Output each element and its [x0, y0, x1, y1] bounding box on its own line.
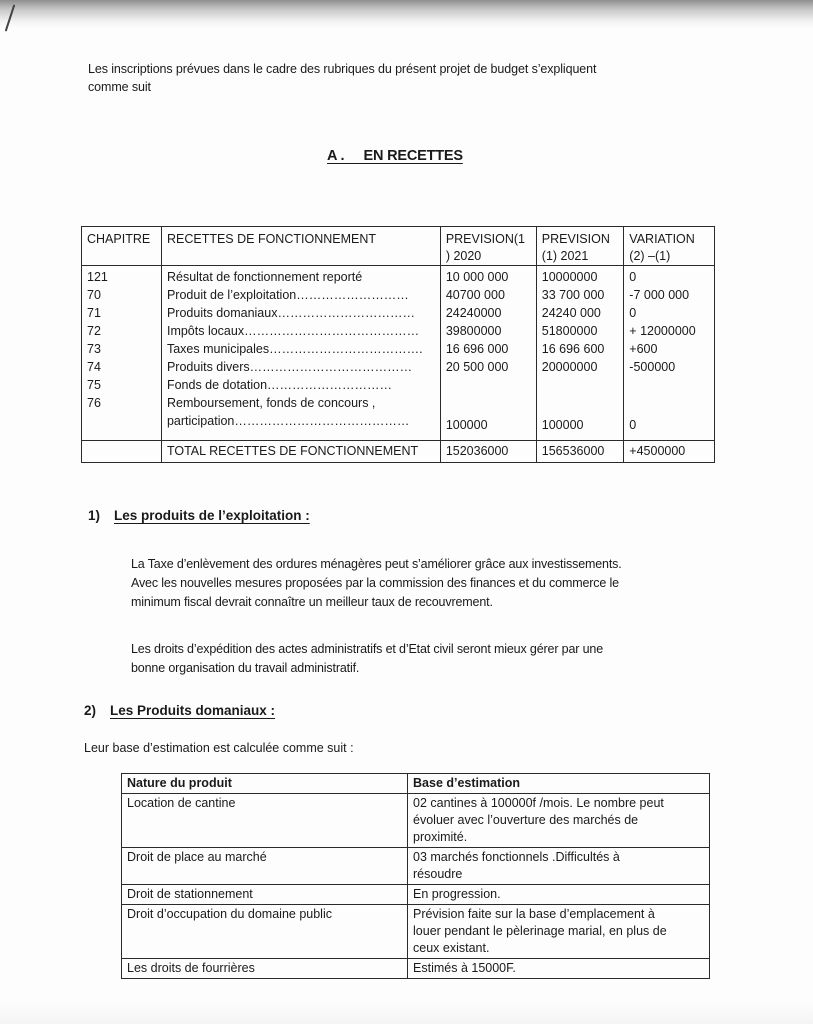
variation-cell: 0	[629, 306, 637, 320]
variation-cell: +600	[629, 342, 658, 356]
header-variation-line2: (2) –(1)	[629, 249, 671, 263]
variation-cell: 0	[629, 270, 637, 284]
recette-label: Produit de l’exploitation………………………	[166, 288, 409, 302]
header-prev2020-line2: ) 2020	[445, 249, 482, 263]
prev2020-cell: 20 500 000	[445, 360, 509, 374]
base-cell	[408, 794, 710, 848]
chapitre-cell: 71	[87, 306, 101, 320]
header-prevision-2020	[440, 227, 536, 266]
nature-cell: Droit d’occupation du domaine public	[122, 905, 408, 959]
recette-label: Produits domaniaux……………………………	[166, 306, 415, 320]
page-bottom-shade	[0, 1002, 813, 1024]
intro-paragraph	[88, 60, 688, 96]
prev2020-cell: 16 696 000	[445, 342, 509, 356]
prev2020-cell: 24240000	[445, 306, 502, 320]
prev2021-cell: 16 696 600	[541, 342, 605, 356]
chapitre-cell	[87, 412, 156, 430]
base-cell	[408, 885, 710, 905]
budget-table-total-row	[82, 441, 715, 463]
header-prevision-2021	[536, 227, 624, 266]
recette-label: participation……………………………………	[166, 414, 410, 428]
section-2-heading	[84, 703, 275, 718]
paragraph-line: La Taxe d’enlèvement des ordures ménagères peut s’améliorer grâce aux investissements.	[131, 557, 622, 571]
variation-cell: -500000	[629, 360, 676, 374]
paragraph-line: Avec les nouvelles mesures proposées par la commission des finances et du commerce le	[131, 576, 619, 590]
base-line: évoluer avec l’ouverture des marchés de	[413, 813, 639, 827]
product-row	[122, 885, 710, 905]
section-1-title: Les produits de l’exploitation :	[114, 508, 310, 523]
header-base: Base d’estimation	[408, 774, 710, 794]
variation-cell	[629, 394, 709, 412]
product-row	[122, 959, 710, 979]
recette-label: Fonds de dotation…………………………	[166, 378, 393, 392]
chapitre-cell: 70	[87, 288, 101, 302]
section-1-paragraph-2	[131, 640, 711, 678]
total-prev2020: 152036000	[440, 441, 536, 463]
intro-line-2: comme suit	[88, 80, 151, 94]
product-row	[122, 794, 710, 848]
chapitre-cell: 74	[87, 360, 101, 374]
recettes-column	[161, 266, 440, 441]
section-2-number: 2)	[84, 703, 97, 718]
nature-cell: Les droits de fourrières	[122, 959, 408, 979]
recette-label: Résultat de fonctionnement reporté	[166, 270, 363, 284]
base-line: louer pendant le pèlerinage marial, en plus de	[413, 924, 667, 938]
header-chapitre-label: CHAPITRE	[87, 232, 151, 246]
prev2020-cell	[446, 376, 531, 394]
product-table	[121, 773, 710, 979]
prevision-2020-column	[440, 266, 536, 441]
base-cell	[408, 905, 710, 959]
base-cell	[408, 959, 710, 979]
variation-cell: + 12000000	[629, 324, 696, 338]
product-row	[122, 848, 710, 885]
chapitre-cell: 72	[87, 324, 101, 338]
base-cell	[408, 848, 710, 885]
prevision-2021-column	[536, 266, 624, 441]
base-line: Prévision faite sur la base d’emplacement à	[413, 907, 655, 921]
recette-label: Remboursement, fonds de concours ,	[166, 396, 376, 410]
recette-label: Taxes municipales……………………………….	[166, 342, 423, 356]
prev2020-cell: 39800000	[445, 324, 502, 338]
variation-cell	[629, 376, 709, 394]
prev2020-cell: 40700 000	[445, 288, 505, 302]
nature-cell: Droit de place au marché	[122, 848, 408, 885]
budget-table-header-row	[82, 227, 715, 266]
total-prev2021: 156536000	[536, 441, 624, 463]
prev2021-cell: 51800000	[541, 324, 598, 338]
header-variation	[624, 227, 715, 266]
chapitre-column	[82, 266, 162, 441]
budget-table	[81, 226, 715, 463]
prev2021-cell: 24240 000	[541, 306, 601, 320]
prev2020-cell	[446, 394, 531, 412]
base-line: proximité.	[413, 830, 468, 844]
chapitre-cell: 73	[87, 342, 101, 356]
prev2021-cell: 20000000	[541, 360, 598, 374]
product-table-header-row	[122, 774, 710, 794]
paragraph-line: minimum fiscal devrait connaître un meilleur taux de recouvrement.	[131, 595, 493, 609]
header-prev2021-line2: (1) 2021	[541, 249, 589, 263]
chapitre-cell: 75	[87, 378, 101, 392]
section-1-heading	[88, 508, 310, 523]
prev2020-cell: 100000	[445, 418, 488, 432]
product-row	[122, 905, 710, 959]
base-line: 03 marchés fonctionnels .Difficultés à	[413, 850, 620, 864]
budget-table-body-row	[82, 266, 715, 441]
section-1-paragraph-1	[131, 555, 711, 612]
header-chapitre	[82, 227, 162, 266]
header-recettes-label: RECETTES DE FONCTIONNEMENT	[166, 232, 377, 246]
base-line: En progression.	[413, 887, 501, 901]
header-recettes	[161, 227, 440, 266]
prev2021-cell	[542, 376, 619, 394]
base-line: Estimés à 15000F.	[413, 961, 516, 975]
header-nature: Nature du produit	[122, 774, 408, 794]
header-variation-line1: VARIATION	[629, 232, 695, 246]
section-2-lead: Leur base d’estimation est calculée comme suit :	[84, 741, 354, 755]
chapitre-cell: 121	[87, 270, 108, 284]
total-variation: +4500000	[624, 441, 715, 463]
variation-cell: -7 000 000	[629, 288, 690, 302]
section-1-number: 1)	[88, 508, 101, 523]
prev2021-cell: 33 700 000	[541, 288, 605, 302]
prev2021-cell: 10000000	[541, 270, 598, 284]
prev2021-cell	[542, 394, 619, 412]
intro-line-1: Les inscriptions prévues dans le cadre des rubriques du présent projet de budget s’expliquent	[88, 62, 597, 76]
chapitre-cell: 76	[87, 396, 101, 410]
paragraph-line: Les droits d’expédition des actes administratifs et d’Etat civil seront mieux gérer par une	[131, 642, 604, 656]
section-2-title: Les Produits domaniaux :	[110, 703, 276, 718]
nature-cell: Droit de stationnement	[122, 885, 408, 905]
page-top-shadow	[0, 0, 813, 28]
base-line: résoudre	[413, 867, 463, 881]
base-line: ceux existant.	[413, 941, 490, 955]
paragraph-line: bonne organisation du travail administratif.	[131, 661, 360, 675]
total-chapitre-cell	[82, 441, 162, 463]
nature-cell: Location de cantine	[122, 794, 408, 848]
header-prev2021-line1: PREVISION	[541, 232, 610, 246]
recette-label: Produits divers…………………………………	[166, 360, 413, 374]
prev2020-cell: 10 000 000	[445, 270, 509, 284]
variation-cell: 0	[629, 418, 637, 432]
prev2021-cell: 100000	[541, 418, 584, 432]
recette-label: Impôts locaux……………………………………	[166, 324, 420, 338]
section-title: A . EN RECETTES	[327, 148, 463, 164]
total-label: TOTAL RECETTES DE FONCTIONNEMENT	[161, 441, 440, 463]
variation-column	[624, 266, 715, 441]
base-line: 02 cantines à 100000f /mois. Le nombre peut	[413, 796, 664, 810]
header-prev2020-line1: PREVISION(1	[445, 232, 525, 246]
